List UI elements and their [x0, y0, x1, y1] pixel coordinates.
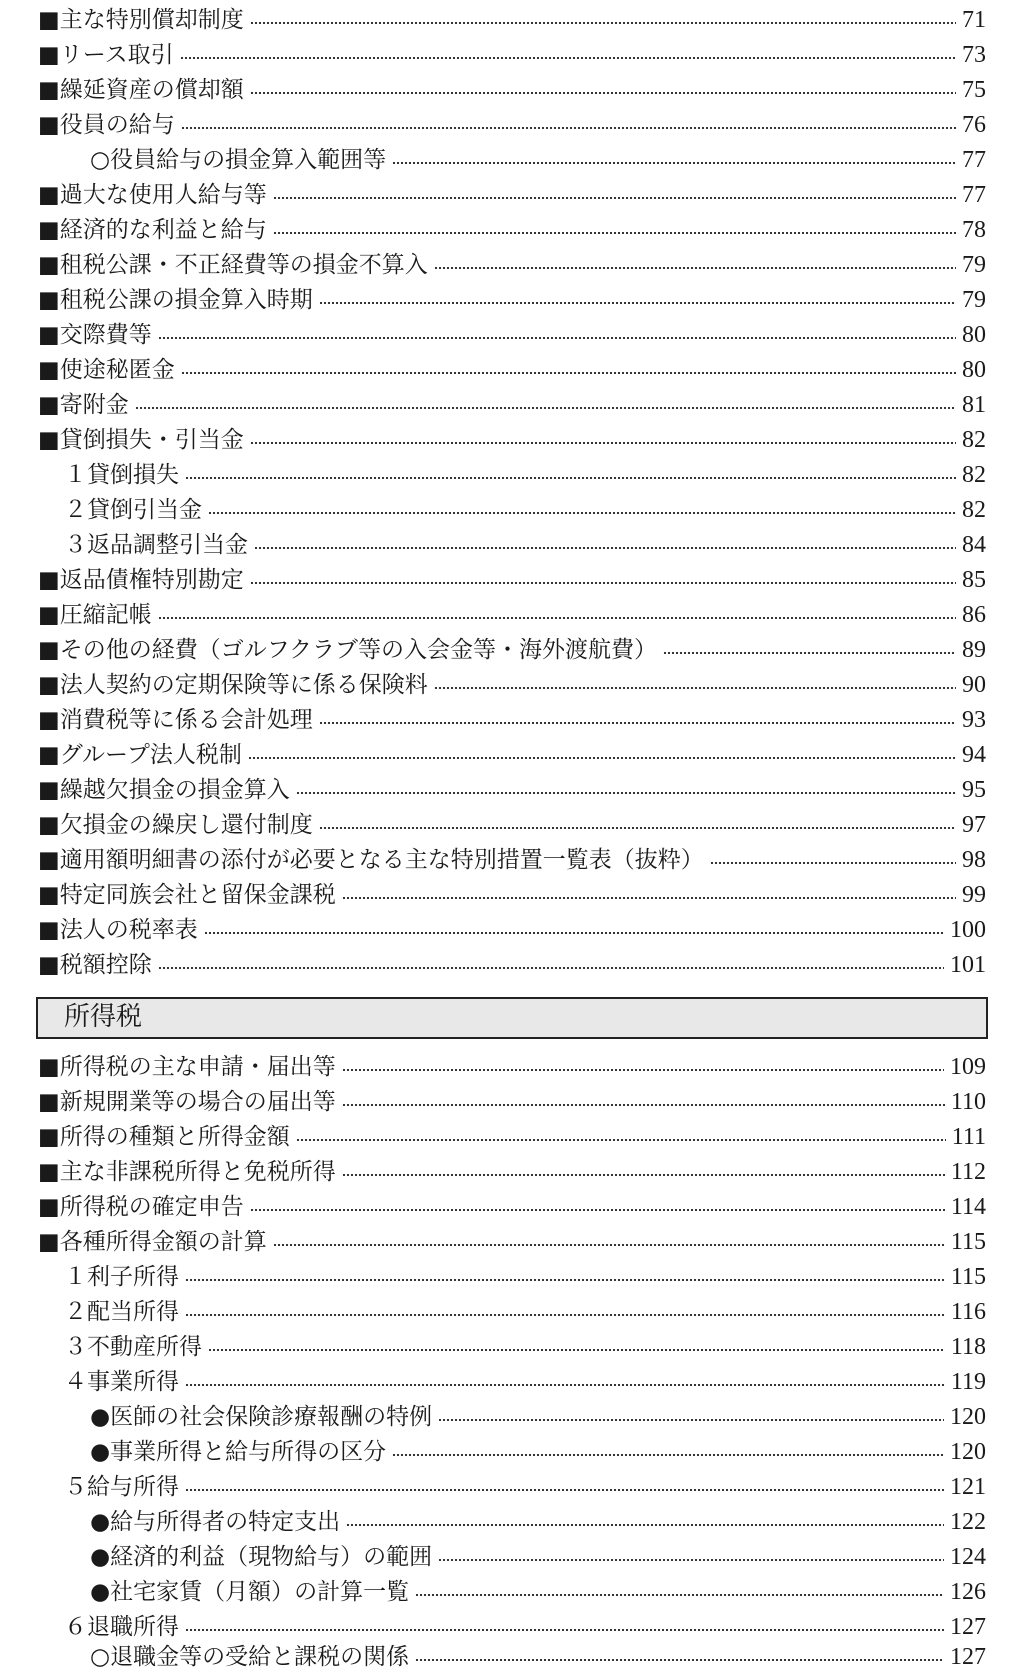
toc-entry-title: ２貸倒引当金 — [64, 497, 202, 523]
toc-entry-page: 120 — [950, 1439, 986, 1465]
toc-entry[interactable] — [90, 143, 986, 178]
toc-entry[interactable] — [38, 388, 986, 423]
toc-entry-page: 101 — [950, 952, 986, 978]
toc-entry[interactable] — [38, 38, 986, 73]
toc-entry-page: 100 — [950, 917, 986, 943]
toc-entry-page: 118 — [950, 1334, 986, 1360]
toc-entry[interactable] — [38, 3, 986, 38]
toc-entry-title: ■使途秘匿金 — [38, 357, 175, 383]
toc-entry-title: ■各種所得金額の計算 — [38, 1229, 267, 1255]
toc-entry-title: ■所得税の主な申請・届出等 — [38, 1054, 336, 1080]
toc-entry-title: ■圧縮記帳 — [38, 602, 152, 628]
toc-entry-page: 85 — [962, 567, 986, 593]
toc-entry-page: 111 — [951, 1124, 986, 1150]
toc-entry-title: ５給与所得 — [64, 1474, 179, 1500]
toc-entry[interactable] — [38, 773, 986, 808]
leader-dots — [185, 1629, 944, 1631]
toc-entry[interactable] — [90, 1400, 986, 1435]
toc-entry-title: １貸倒損失 — [64, 462, 179, 488]
toc-entry-page: 86 — [962, 602, 986, 628]
toc-entry-page: 109 — [950, 1054, 986, 1080]
toc-entry-page: 94 — [962, 742, 986, 768]
leader-dots — [158, 337, 956, 339]
toc-entry[interactable] — [90, 1540, 986, 1575]
leader-dots — [158, 967, 944, 969]
toc-entry[interactable] — [38, 248, 986, 283]
toc-entry-page: 127 — [950, 1614, 986, 1640]
toc-entry-title: ■リース取引 — [38, 42, 174, 68]
leader-dots — [248, 757, 956, 759]
toc-entry-title: ■特定同族会社と留保金課税 — [38, 882, 336, 908]
toc-entry[interactable] — [64, 1365, 986, 1400]
toc-entry-page: 122 — [950, 1509, 986, 1535]
toc-entry-title: ■欠損金の繰戻し還付制度 — [38, 812, 313, 838]
toc-entry-page: 80 — [962, 357, 986, 383]
toc-entry-page: 73 — [962, 42, 986, 68]
toc-entry[interactable] — [64, 458, 986, 493]
toc-entry-title: ■法人契約の定期保険等に係る保険料 — [38, 672, 428, 698]
toc-entry-title: ○役員給与の損金算入範囲等 — [90, 147, 387, 173]
toc-entry-page: 77 — [962, 182, 986, 208]
leader-dots — [185, 1314, 945, 1316]
toc-entry[interactable] — [38, 108, 986, 143]
leader-dots — [342, 1104, 945, 1106]
toc-entry-title: ■主な非課税所得と免税所得 — [38, 1159, 336, 1185]
leader-dots — [392, 1454, 944, 1456]
leader-dots — [208, 512, 956, 514]
leader-dots — [434, 267, 956, 269]
toc-entry-title: ●医師の社会保険診療報酬の特例 — [90, 1404, 433, 1430]
toc-entry-title: ■過大な使用人給与等 — [38, 182, 267, 208]
leader-dots — [319, 302, 956, 304]
toc-entry-page: 116 — [950, 1299, 986, 1325]
toc-entry[interactable] — [38, 318, 986, 353]
toc-entry[interactable] — [64, 1330, 986, 1365]
toc-entry-page: 127 — [950, 1644, 986, 1670]
leader-dots — [254, 547, 956, 549]
toc-entry-title: １利子所得 — [64, 1264, 179, 1290]
toc-entry-page: 82 — [962, 462, 986, 488]
toc-entry[interactable] — [38, 808, 986, 843]
leader-dots — [346, 1524, 944, 1526]
toc-entry-title: ○退職金等の受給と課税の関係 — [90, 1644, 410, 1670]
leader-dots — [273, 232, 956, 234]
leader-dots — [710, 862, 956, 864]
toc-entry-page: 77 — [962, 147, 986, 173]
toc-entry[interactable] — [64, 528, 986, 563]
leader-dots — [415, 1594, 944, 1596]
toc-entry-page: 115 — [950, 1264, 986, 1290]
leader-dots — [204, 932, 944, 934]
toc-entry[interactable] — [38, 1190, 986, 1225]
toc-entry[interactable] — [38, 178, 986, 213]
leader-dots — [135, 407, 956, 409]
toc-entry-page: 110 — [950, 1089, 986, 1115]
leader-dots — [296, 792, 956, 794]
toc-entry[interactable] — [90, 1640, 986, 1675]
toc-entry-title: ●給与所得者の特定支出 — [90, 1509, 341, 1535]
toc-entry-title: ■租税公課の損金算入時期 — [38, 287, 313, 313]
leader-dots — [250, 92, 956, 94]
toc-entry-title: ■税額控除 — [38, 952, 152, 978]
toc-entry[interactable] — [38, 283, 986, 318]
toc-entry-title: ■所得税の確定申告 — [38, 1194, 244, 1220]
leader-dots — [342, 1069, 944, 1071]
toc-entry-title: ■消費税等に係る会計処理 — [38, 707, 313, 733]
toc-entry-page: 120 — [950, 1404, 986, 1430]
leader-dots — [180, 57, 956, 59]
toc-entry[interactable] — [64, 1260, 986, 1295]
toc-entry[interactable] — [90, 1505, 986, 1540]
toc-entry[interactable] — [38, 913, 986, 948]
leader-dots — [158, 617, 956, 619]
leader-dots — [663, 652, 956, 654]
toc-entry[interactable] — [38, 353, 986, 388]
toc-entry-page: 126 — [950, 1579, 986, 1605]
toc-entry-page: 81 — [962, 392, 986, 418]
toc-entry-title: ３返品調整引当金 — [64, 532, 248, 558]
leader-dots — [250, 442, 956, 444]
toc-entry-title: ■主な特別償却制度 — [38, 7, 244, 33]
leader-dots — [181, 127, 956, 129]
toc-entry-title: ２配当所得 — [64, 1299, 179, 1325]
toc-entry[interactable] — [38, 703, 986, 738]
toc-entry-title: ３不動産所得 — [64, 1334, 202, 1360]
toc-entry-page: 115 — [950, 1229, 986, 1255]
toc-entry-title: ■貸倒損失・引当金 — [38, 427, 244, 453]
toc-entry[interactable] — [64, 1470, 986, 1505]
toc-entry[interactable] — [38, 843, 986, 878]
toc-entry-page: 99 — [962, 882, 986, 908]
toc-entry-title: ●社宅家賃（月額）の計算一覧 — [90, 1579, 410, 1605]
toc-entry-page: 82 — [962, 497, 986, 523]
toc-entry-page: 95 — [962, 777, 986, 803]
leader-dots — [342, 1174, 945, 1176]
toc-entry-page: 78 — [962, 217, 986, 243]
leader-dots — [415, 1659, 944, 1661]
toc-entry-page: 79 — [962, 252, 986, 278]
toc-entry[interactable] — [38, 1120, 986, 1155]
leader-dots — [185, 1489, 944, 1491]
toc-entry-title: ■繰越欠損金の損金算入 — [38, 777, 290, 803]
leader-dots — [438, 1419, 944, 1421]
section-heading: 所得税 — [36, 997, 988, 1039]
leader-dots — [273, 1244, 945, 1246]
toc-entry[interactable] — [64, 1295, 986, 1330]
toc-entry[interactable] — [90, 1575, 986, 1610]
leader-dots — [438, 1559, 944, 1561]
toc-entry-page: 119 — [950, 1369, 986, 1395]
toc-entry-page: 121 — [950, 1474, 986, 1500]
toc-entry-page: 80 — [962, 322, 986, 348]
toc-entry[interactable] — [38, 1050, 986, 1085]
leader-dots — [434, 687, 956, 689]
toc-entry-page: 82 — [962, 427, 986, 453]
toc-entry-title: ■グループ法人税制 — [38, 742, 242, 768]
toc-entry-title: ■法人の税率表 — [38, 917, 198, 943]
toc-entry-page: 112 — [950, 1159, 986, 1185]
toc-entry[interactable] — [38, 1155, 986, 1190]
toc-entry[interactable] — [38, 1085, 986, 1120]
toc-entry[interactable] — [38, 73, 986, 108]
toc-entry[interactable] — [38, 598, 986, 633]
toc-entry[interactable] — [38, 633, 986, 668]
toc-entry[interactable] — [38, 948, 986, 983]
toc-entry[interactable] — [38, 668, 986, 703]
toc-entry-title: ４事業所得 — [64, 1369, 179, 1395]
toc-entry-page: 97 — [962, 812, 986, 838]
toc-entry-title: ■寄附金 — [38, 392, 129, 418]
toc-entry-title: ■新規開業等の場合の届出等 — [38, 1089, 336, 1115]
toc-entry-title: ■租税公課・不正経費等の損金不算入 — [38, 252, 428, 278]
leader-dots — [250, 1209, 945, 1211]
toc-entry-page: 84 — [962, 532, 986, 558]
toc-entry-page: 71 — [962, 7, 986, 33]
leader-dots — [185, 1384, 945, 1386]
toc-entry-title: ■経済的な利益と給与 — [38, 217, 267, 243]
leader-dots — [296, 1139, 946, 1141]
toc-entry[interactable] — [38, 878, 986, 913]
toc-entry-title: ■適用額明細書の添付が必要となる主な特別措置一覧表（抜粋） — [38, 847, 704, 873]
toc-entry[interactable] — [38, 1225, 986, 1260]
toc-entry[interactable] — [64, 493, 986, 528]
toc-entry-title: ■所得の種類と所得金額 — [38, 1124, 290, 1150]
leader-dots — [392, 162, 956, 164]
toc-entry-title: ６退職所得 — [64, 1614, 179, 1640]
toc-entry-page: 79 — [962, 287, 986, 313]
toc-entry-title: ■返品債権特別勘定 — [38, 567, 244, 593]
toc-entry-page: 98 — [962, 847, 986, 873]
leader-dots — [185, 1279, 945, 1281]
toc-entry-title: ■交際費等 — [38, 322, 152, 348]
toc-entry-page: 75 — [962, 77, 986, 103]
toc-entry-page: 124 — [950, 1544, 986, 1570]
toc-entry[interactable] — [38, 423, 986, 458]
leader-dots — [319, 722, 956, 724]
toc-entry-page: 90 — [962, 672, 986, 698]
toc-entry-title: ■その他の経費（ゴルフクラブ等の入会金等・海外渡航費） — [38, 637, 658, 663]
toc-entry[interactable] — [38, 563, 986, 598]
leader-dots — [342, 897, 956, 899]
leader-dots — [273, 197, 956, 199]
leader-dots — [250, 582, 956, 584]
toc-entry-title: ●経済的利益（現物給与）の範囲 — [90, 1544, 433, 1570]
toc-entry-page: 76 — [962, 112, 986, 138]
toc-entry-page: 114 — [950, 1194, 986, 1220]
leader-dots — [181, 372, 956, 374]
toc-entry-page: 89 — [962, 637, 986, 663]
toc-entry-title: ●事業所得と給与所得の区分 — [90, 1439, 387, 1465]
leader-dots — [185, 477, 956, 479]
leader-dots — [208, 1349, 945, 1351]
toc-entry[interactable] — [38, 738, 986, 773]
toc-entry[interactable] — [90, 1435, 986, 1470]
toc-entry[interactable] — [38, 213, 986, 248]
toc-entry-page: 93 — [962, 707, 986, 733]
toc-entry-title: ■繰延資産の償却額 — [38, 77, 244, 103]
toc-entry-title: ■役員の給与 — [38, 112, 175, 138]
leader-dots — [250, 22, 956, 24]
leader-dots — [319, 827, 956, 829]
